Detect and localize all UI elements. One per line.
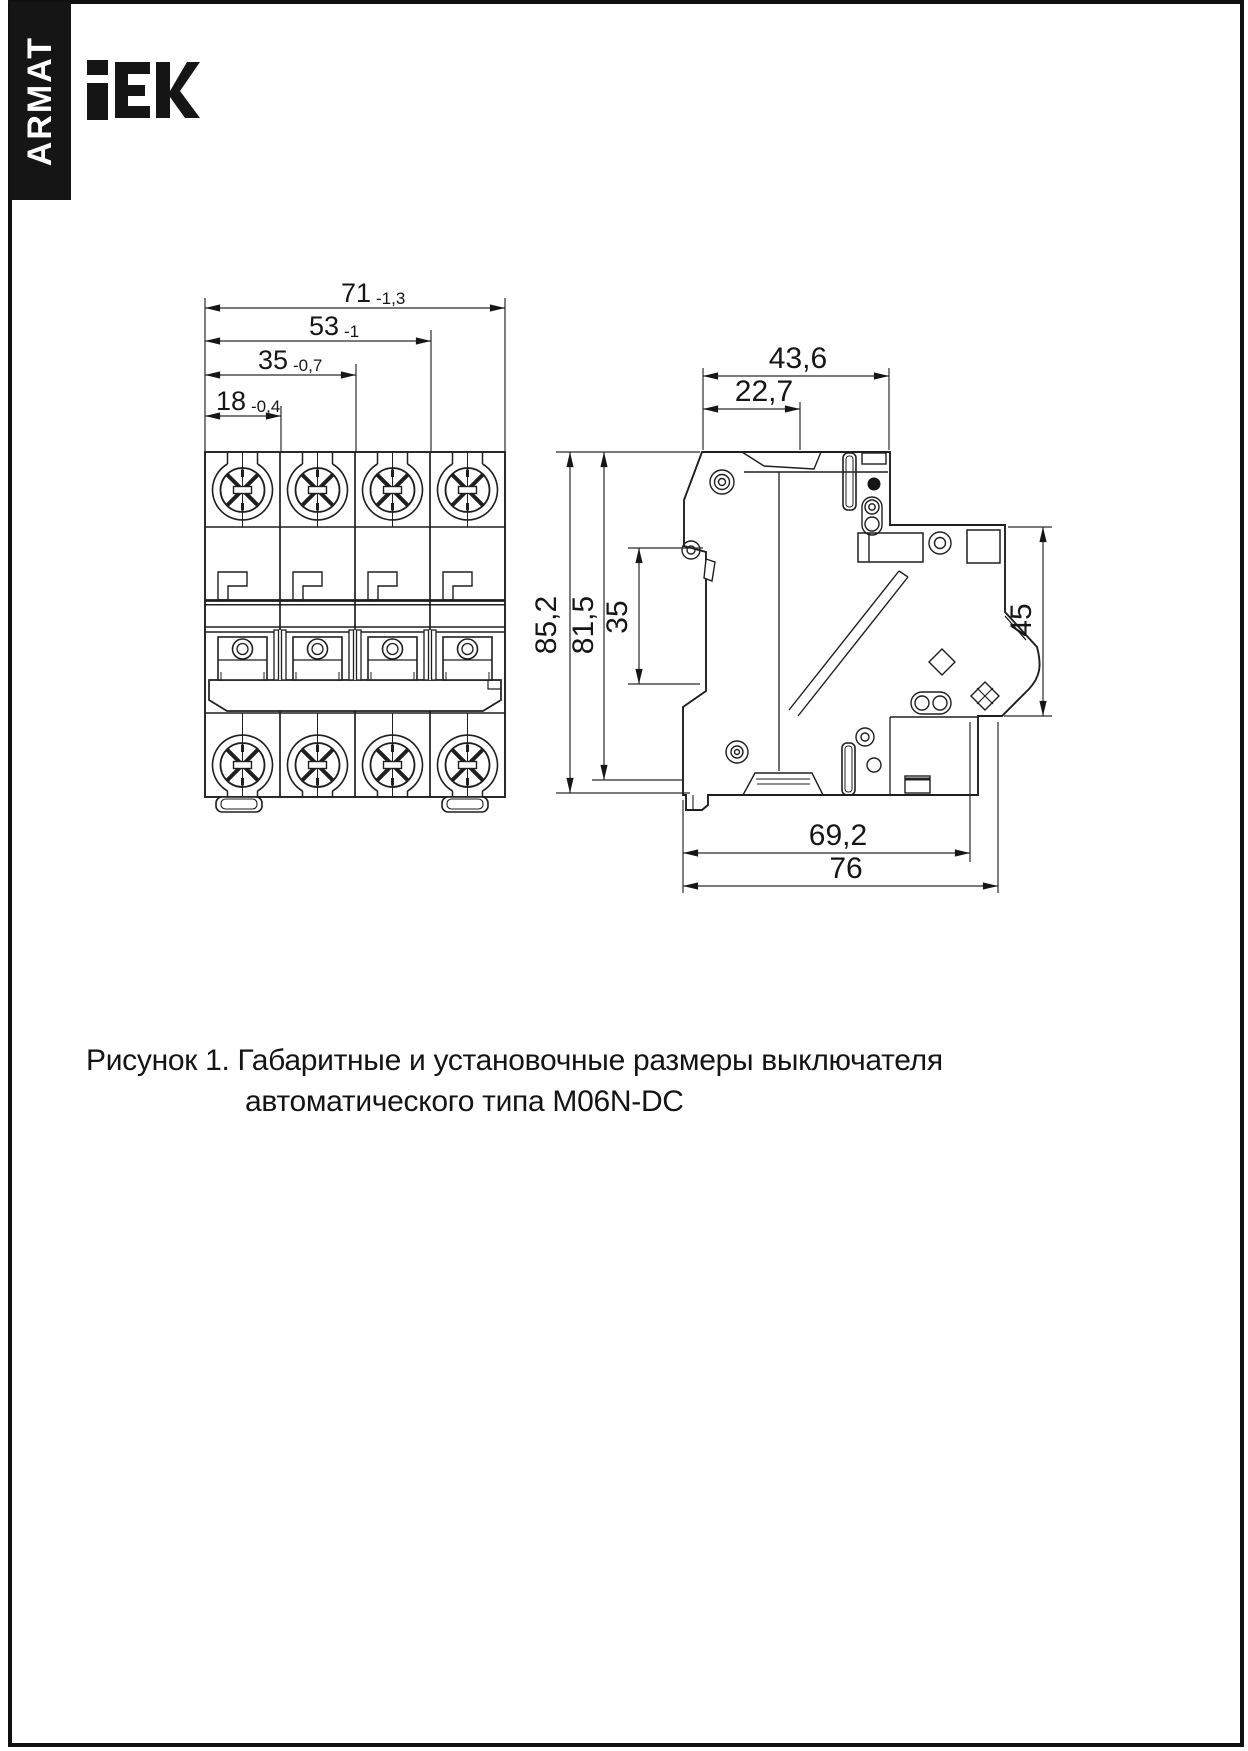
- side-body-outline: [683, 452, 1040, 810]
- dim-rail-height: [601, 548, 639, 684]
- dim-53-value: 53: [308, 311, 339, 341]
- dim-43-6-value: 43,6: [768, 342, 828, 375]
- dim-handle-width: [703, 375, 800, 409]
- dim-81-5-value: 81,5: [567, 595, 600, 655]
- figure-caption-line1: Рисунок 1. Габаритные и установочные размеры выключателя: [86, 1044, 943, 1077]
- dim-76-value: 76: [829, 852, 863, 885]
- side-view: [530, 342, 1052, 893]
- dim-71-value: 71: [340, 278, 371, 308]
- dim-71-tolerance: -1,3: [376, 289, 406, 308]
- dim-22-7-value: 22,7: [734, 375, 794, 408]
- figure-caption: [86, 1040, 943, 1122]
- dim-85-2-value: 85,2: [530, 595, 563, 655]
- dim-width-53: [205, 311, 431, 341]
- side-body-details: [682, 452, 1026, 810]
- dim-18-value: 18: [215, 386, 246, 416]
- figure-caption-line2: автоматического типа М06N-DC: [245, 1085, 684, 1118]
- dim-69-2-value: 69,2: [808, 819, 868, 852]
- handle-tie-bar: [209, 680, 501, 711]
- dim-35-rail-value: 35: [601, 600, 634, 634]
- dim-53-tolerance: -1: [344, 322, 360, 341]
- dim-35-value: 35: [257, 345, 288, 375]
- dim-width-18: [205, 386, 281, 416]
- dim-top-width: [703, 342, 889, 376]
- dim-bottom-width: [683, 819, 970, 853]
- front-view: [205, 278, 505, 812]
- dim-18-tolerance: -0,4: [251, 397, 281, 416]
- dim-full-width: [683, 852, 998, 886]
- dim-height-front: [567, 452, 604, 780]
- dim-45-value: 45: [1005, 603, 1038, 637]
- dim-height-total: [530, 452, 570, 793]
- dim-rear-height: [1005, 527, 1043, 716]
- dim-35-tolerance: -0,7: [293, 356, 323, 375]
- armat-label: ARMAT: [21, 35, 59, 167]
- dim-width-35: [205, 345, 356, 375]
- dim-width-71: [205, 278, 505, 308]
